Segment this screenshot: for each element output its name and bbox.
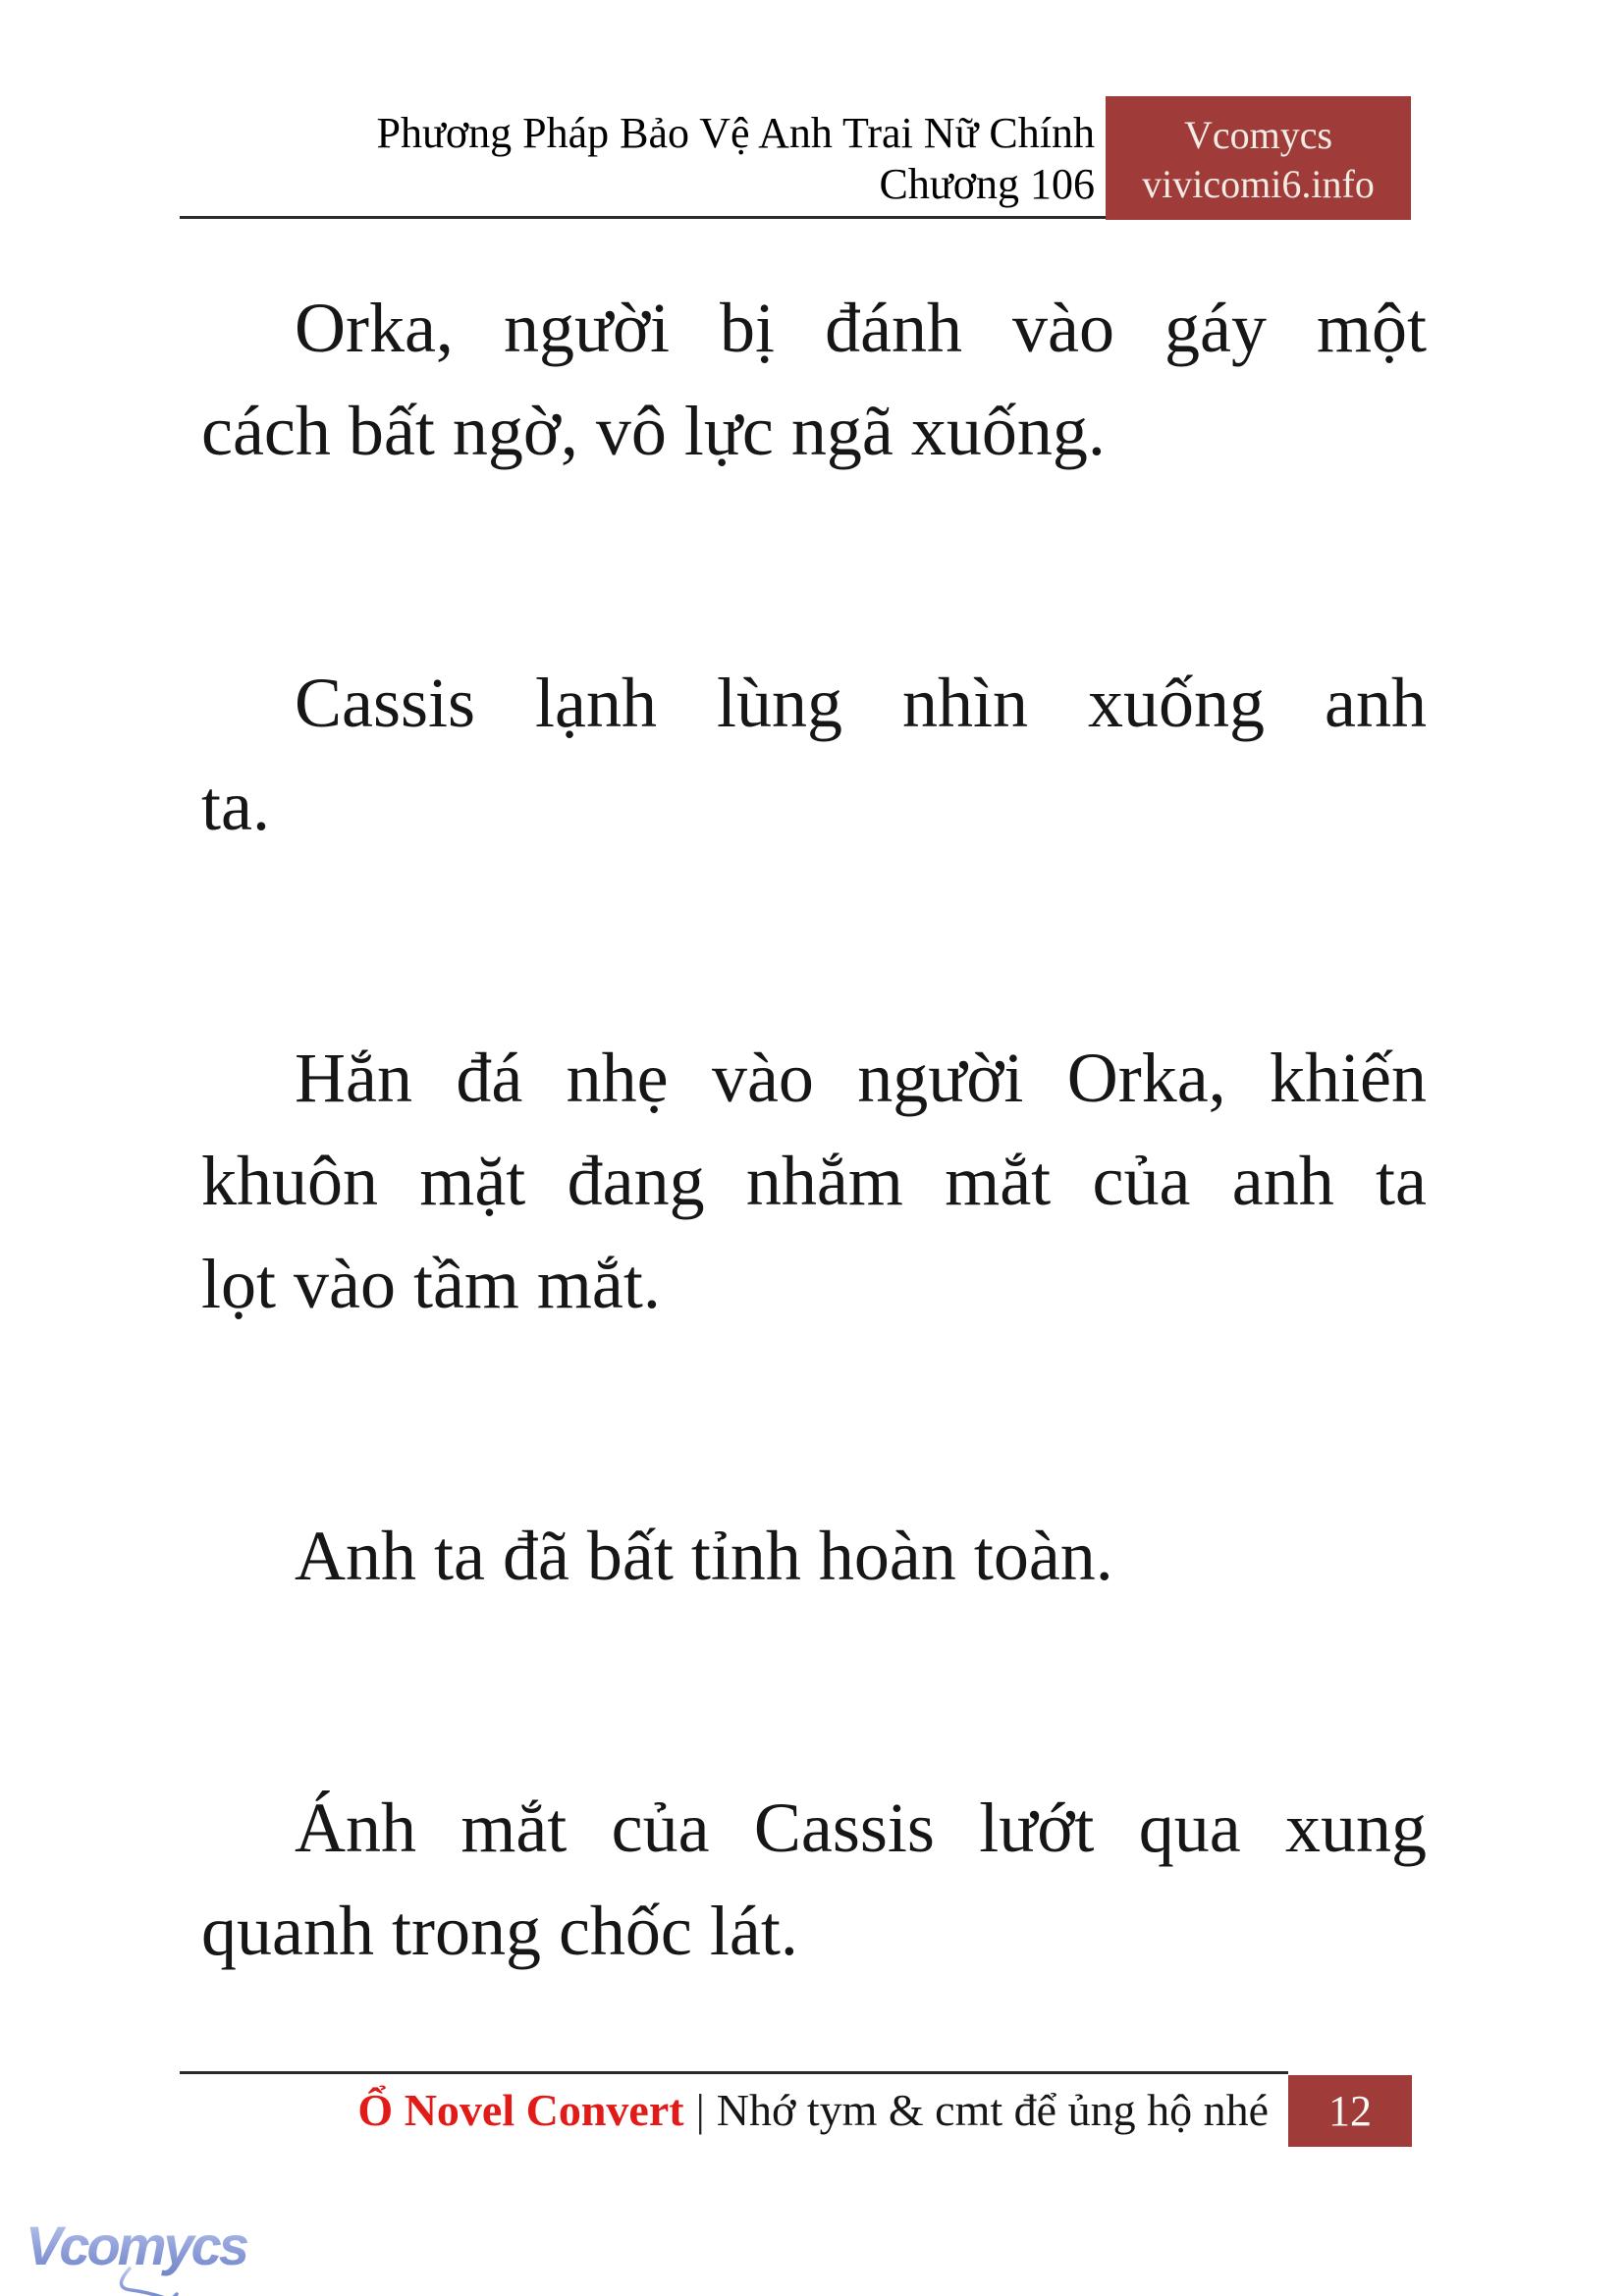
footer-text <box>180 2082 1269 2139</box>
page-number: 12 <box>1328 2087 1372 2135</box>
header-title-block <box>180 108 1095 210</box>
paragraph <box>201 1777 1427 1983</box>
footer-message: Nhớ tym & cmt để ủng hộ nhé <box>716 2085 1269 2135</box>
body-line: lọt vào tầm mắt. <box>201 1245 661 1323</box>
body-line: cách bất ngờ, vô lực ngã xuống. <box>201 392 1106 470</box>
body-text <box>201 277 1427 1983</box>
footer-separator: | <box>695 2085 705 2135</box>
body-line: Anh ta đã bất tỉnh hoàn toàn. <box>295 1517 1113 1595</box>
page-number-box <box>1288 2075 1412 2147</box>
body-line: Orka, người bị đánh vào gáy một <box>295 289 1427 367</box>
footer-brand: Ổ Novel Convert <box>357 2085 684 2135</box>
watermark-logo <box>20 2204 265 2296</box>
page-title: Phương Pháp Bảo Vệ Anh Trai Nữ Chính <box>376 109 1095 157</box>
paragraph <box>201 1505 1427 1608</box>
body-line: Cassis lạnh lùng nhìn xuống anh <box>295 664 1427 742</box>
badge-brand-name: Vcomycs <box>1183 113 1333 157</box>
body-line: ta. <box>201 767 270 845</box>
body-line: khuôn mặt đang nhắm mắt của anh ta <box>201 1142 1427 1220</box>
brand-badge <box>1106 96 1411 220</box>
chapter-label: Chương 106 <box>879 160 1095 208</box>
badge-site-url: vivicomi6.info <box>1142 162 1375 206</box>
header-rule <box>180 216 1106 219</box>
paragraph <box>201 652 1427 858</box>
body-line: quanh trong chốc lát. <box>201 1892 798 1970</box>
paragraph <box>201 1027 1427 1336</box>
footer-rule <box>180 2071 1288 2074</box>
watermark-text: Vcomycs <box>26 2215 246 2276</box>
paragraph <box>201 277 1427 483</box>
body-line: Ánh mắt của Cassis lướt qua xung <box>295 1789 1427 1867</box>
body-line: Hắn đá nhẹ vào người Orka, khiến <box>295 1039 1427 1117</box>
